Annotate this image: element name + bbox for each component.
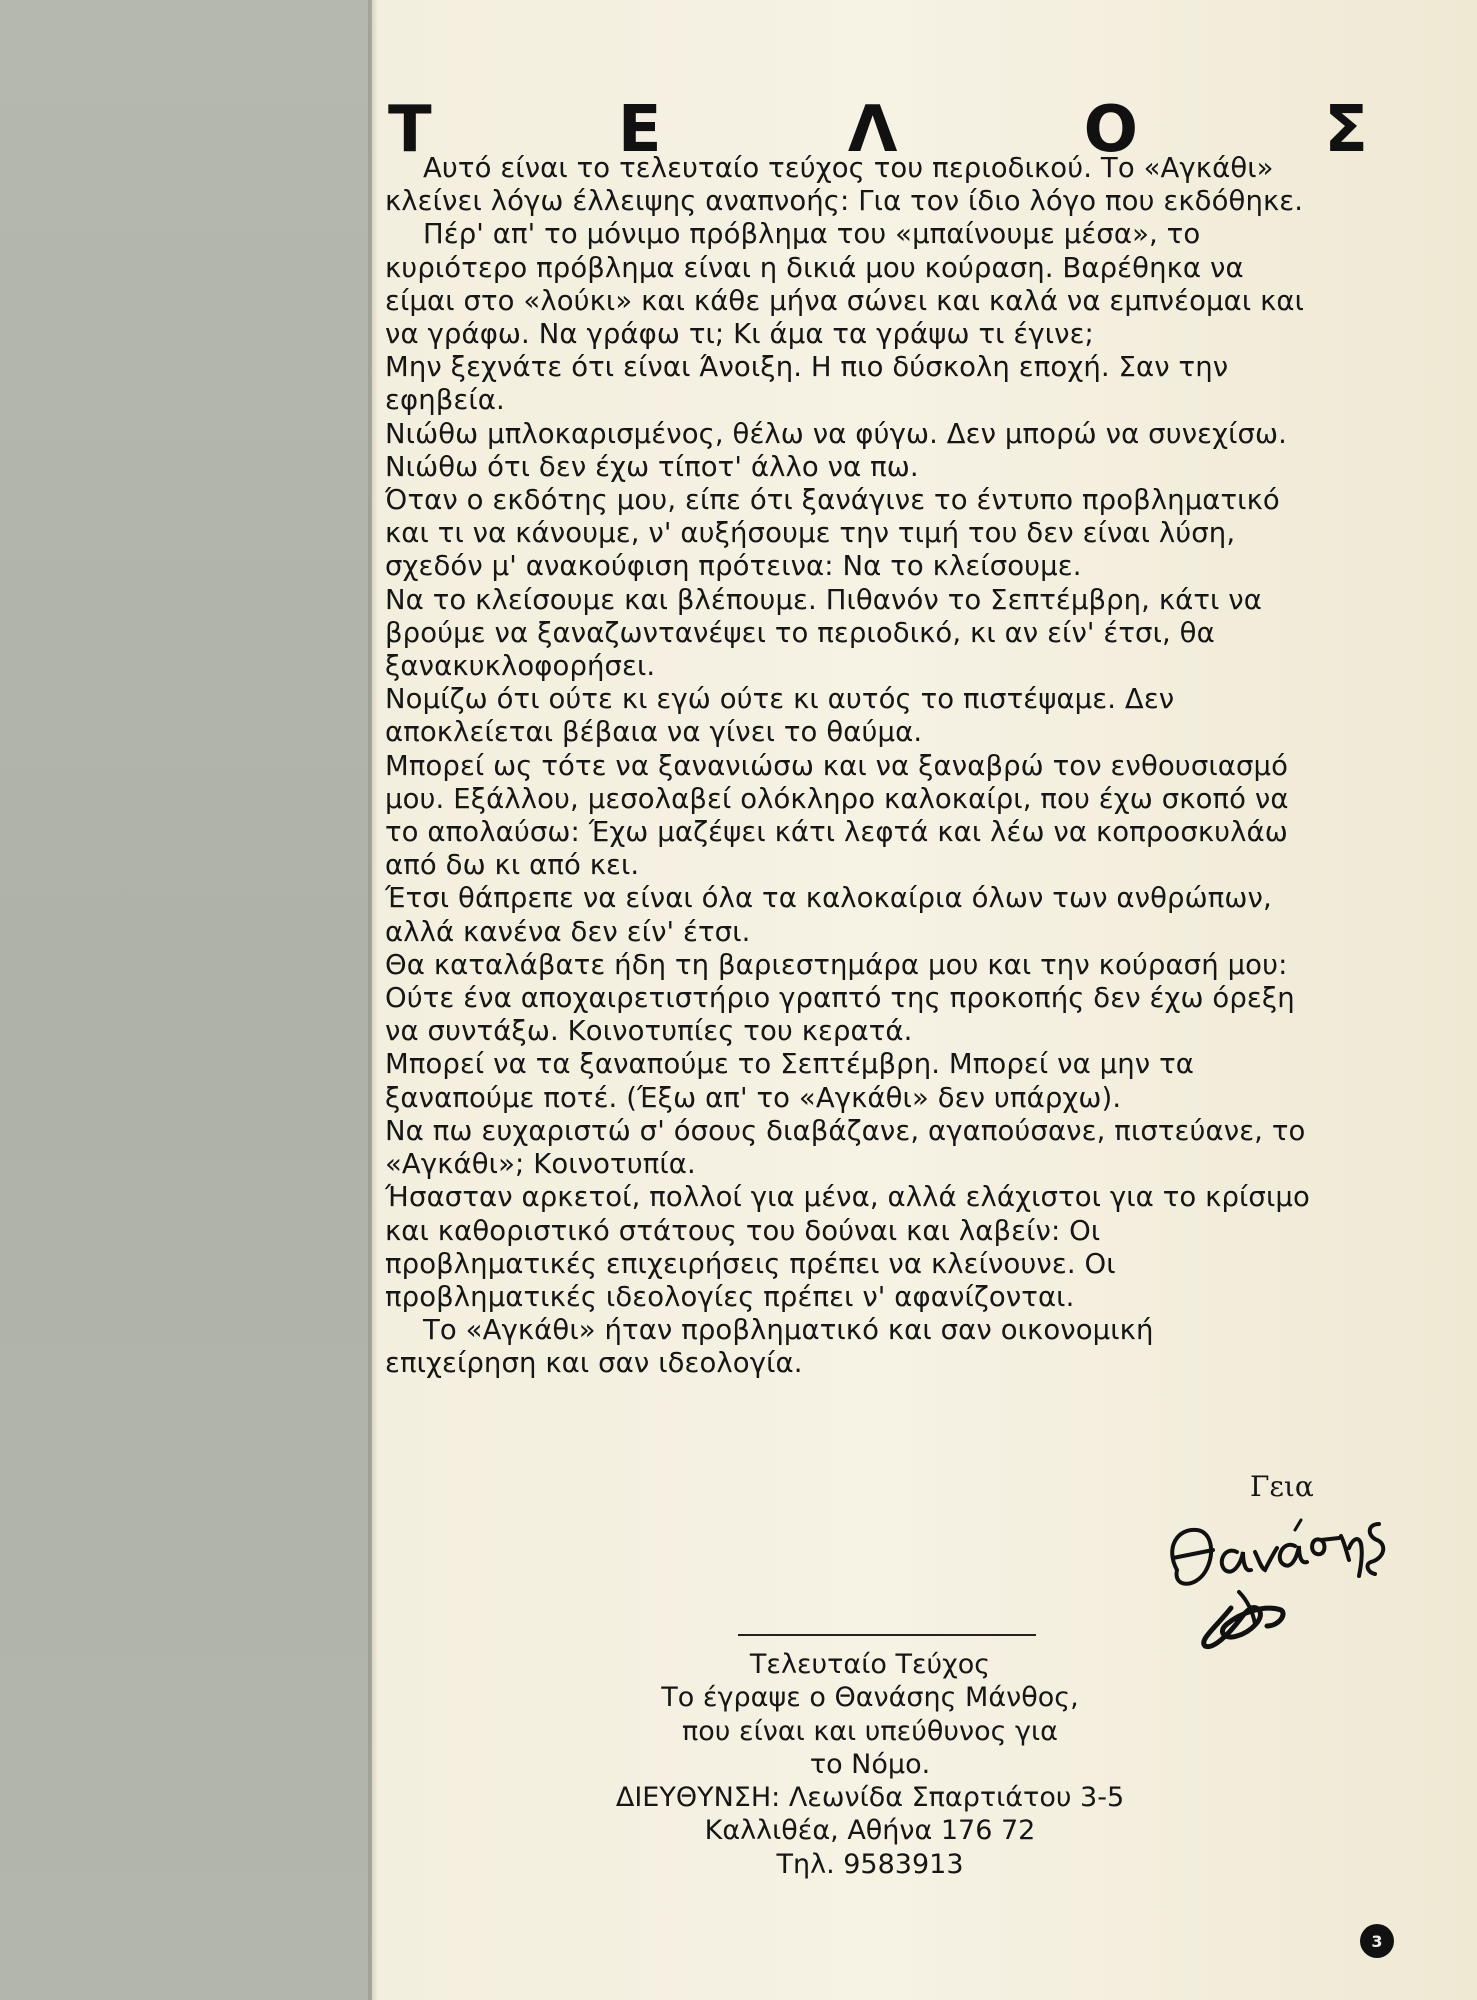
colophon-line: ΔΙΕΥΘΥΝΣΗ: Λεωνίδα Σπαρτιάτου 3-5 [615, 1782, 1125, 1814]
paragraph: Αυτό είναι το τελευταίο τεύχος του περιοδικού. Το «Αγκάθι» κλείνει λόγω έλλειψης αναπνοής: Για τον ίδιο λόγο που εκδόθηκε. [385, 152, 1304, 218]
colophon-line: Τελευταίο Τεύχος [749, 1649, 991, 1680]
title-letter: Λ [847, 93, 898, 167]
paragraph: Να πω ευχαριστώ σ' όσους διαβάζανε, αγαπούσανε, πιστεύανε, το «Αγκάθι»; Κοινοτυπία. [385, 1114, 1306, 1181]
colophon-line: Το έγραψε ο Θανάσης Μάνθος, [661, 1682, 1079, 1714]
paragraph: Μην ξεχνάτε ότι είναι Άνοιξη. Η πιο δύσκολη εποχή. Σαν την εφηβεία. [385, 351, 1229, 417]
paragraph: Θα καταλάβατε ήδη τη βαριεστημάρα μου και την κούρασή μου: Ούτε ένα αποχαιρετιστήριο γραπτό της προκοπής δεν έχω όρεξη να συντάξω. Κοινοτυπίες του κερατά. [385, 948, 1295, 1048]
paragraph: Νιώθω μπλοκαρισμένος, θέλω να φύγω. Δεν μπορώ να συνεχίσω. Νιώθω ότι δεν έχω τίποτ' άλλο να πω. [385, 417, 1288, 483]
colophon-line: που είναι και υπεύθυνος για [682, 1715, 1058, 1747]
paragraph: Πέρ' απ' το μόνιμο πρόβλημα του «μπαίνουμε μέσα», το κυριότερο πρόβλημα είναι η δικιά μου κούραση. Βαρέθηκα να είμαι στο «λούκι» και κάθε μήνα σώνει και καλά να εμπνέομαι και να γράφω. Να γράφω τι; Κι άμα τα γράψω τι έγινε; [385, 218, 1305, 351]
title-letter: Ε [617, 93, 662, 167]
paragraph: Όταν ο εκδότης μου, είπε ότι ξανάγινε το έντυπο προβληματικό και τι να κάνουμε, ν' αυξήσουμε την τιμή του δεν είναι λύση, σχεδόν μ' ανακούφιση πρότεινα: Να το κλείσουμε. [385, 484, 1280, 583]
title-letter: Σ [1324, 93, 1368, 167]
gray-margin-band [0, 0, 372, 2000]
page-number-badge: 3 [1360, 1924, 1394, 1958]
band-edge-shadow [368, 0, 378, 2000]
paragraph: Νομίζω ότι ούτε κι εγώ ούτε κι αυτός το πιστέψαμε. Δεν αποκλείεται βέβαια να γίνει το θαύμα. [385, 683, 1175, 749]
paragraph: Να το κλείσουμε και βλέπουμε. Πιθανόν το Σεπτέμβρη, κάτι να βρούμε να ξαναζωντανέψει το περιοδικό, κι αν είν' έτσι, θα ξανακυκλοφορήσει. [385, 583, 1262, 683]
handwritten-signature [1155, 1500, 1405, 1660]
divider-rule [738, 1634, 1036, 1636]
greeting: Γεια [1250, 1470, 1314, 1503]
paragraph: Μπορεί να τα ξαναπούμε το Σεπτέμβρη. Μπορεί να μην τα ξαναπούμε ποτέ. (Έξω απ' το «Αγκάθι» δεν υπάρχω). [385, 1048, 1194, 1114]
paragraph: Μπορεί ως τότε να ξανανιώσω και να ξαναβρώ τον ενθουσιασμό μου. Εξάλλου, μεσολαβεί ολόκληρο καλοκαίρι, που έχω σκοπό να το απολαύσω: Έχω μαζέψει κάτι λεφτά και λέω να κοπροσκυλάω από δω κι από κει. [385, 749, 1289, 882]
colophon-line: το Νόμο. [809, 1748, 931, 1780]
paragraph: Το «Αγκάθι» ήταν προβληματικό και σαν οικονομική επιχείρηση και σαν ιδεολογία. [385, 1314, 1154, 1380]
title-letter: Ο [1083, 93, 1139, 167]
paragraph: Έτσι θάπρεπε να είναι όλα τα καλοκαίρια όλων των ανθρώπων, αλλά κανένα δεν είν' έτσι. [385, 882, 1272, 948]
title-letter: Τ [388, 93, 432, 167]
colophon-line: Τηλ. 9583913 [776, 1848, 964, 1880]
colophon-line: Καλλιθέα, Αθήνα 176 72 [704, 1815, 1036, 1847]
article-body [385, 152, 1310, 1381]
colophon [520, 1648, 1220, 1881]
paragraph: Ήσασταν αρκετοί, πολλοί για μένα, αλλά ελάχιστοι για το κρίσιμο και καθοριστικό στάτους του δούναι και λαβείν: Οι προβληματικές επιχειρήσεις πρέπει να κλείνουνε. Οι προβληματικές ιδεολογίες πρέπει ν' αφανίζονται. [385, 1181, 1310, 1313]
